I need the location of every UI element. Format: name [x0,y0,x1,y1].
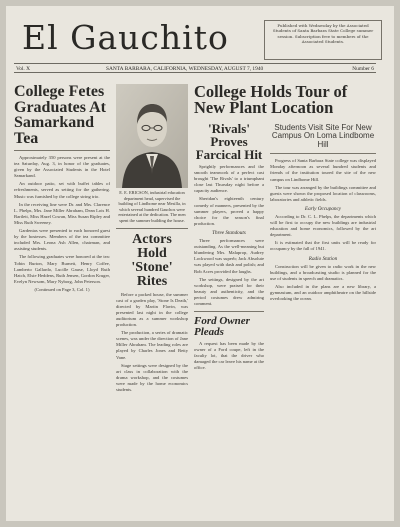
divider [14,150,110,151]
divider [194,311,264,312]
newspaper-title: El Gauchito [22,18,229,57]
article-paragraph: Also included in the plans are a new library, a gymnasium, and an outdoor amphitheatre on the hillside overlooking the ocean. [270,283,376,302]
article-paragraph: Construction will be given to radio work in the new buildings, and a broadcasting studio is planned for the use of students in speech and dramatics. [270,263,376,281]
continued-note: (Continued on Page 3, Col. 1) [34,286,90,292]
article-paragraph: Gardenias were presented to each honored guest by the hostesses. Members of the tea committee included Mrs. Leona Ash Allen, chairman, and assisting students. [14,228,110,252]
portrait-photo-graphic [116,84,188,188]
dateline: SANTA BARBARA, CALIFORNIA, WEDNESDAY, AUGUST 7, 1940 [106,66,264,72]
article-paragraph: Three performances were outstanding. As the well-meaning but blundering Mrs. Malaprop, Audrey Lockwood was superb; Jack Absolute was played with dash and polish; and Bob Acres provided the laughs. [194,238,264,274]
masthead [20,16,382,66]
section-heading: Three Standouts [212,229,246,236]
article-paragraph: Before a packed house, the summer cast of a garden play, 'Stone Is Death,' directed by Martin Flavin, was presented last night in the college auditorium as a summer workshop production. [116,291,188,328]
article-paragraph: The tour was arranged by the buildings committee and guests were shown the proposed location of classrooms, laboratories and athletic fields. [270,184,376,202]
article-paragraph: It is estimated that the first units will be ready for occupancy by the fall of 1941. [270,240,376,252]
photo-caption: E. E. ERICSON, industrial education department head, supervised the building of Lindbome near Mesilla, in which several hundred Gauchos were entertained at the dedication. The men spent the summer building the house. [118,190,186,223]
article-paragraph: According to Dr. C. L. Phelps, the departments which will be first to occupy the new buildings are industrial education and home economics, followed by the art department. [270,213,376,238]
article-paragraph: Sheridan's eighteenth century comedy of manners, presented by the summer players, proved a happy choice for the season's final production. [194,196,264,226]
column-photo-actors [116,84,188,506]
article-paragraph: Stage settings were designed by the art class in collaboration with the drama workshop, and the costumes were made by the home economics students. [116,362,188,392]
headline-actors: Actors Hold 'Stone' Rites [131,231,173,289]
column-rivals [194,122,264,506]
headline-ford-owner: Ford Owner Pleads [194,315,250,339]
portrait-photo [116,84,188,188]
article-paragraph: An outdoor patio, set with buffet tables of refreshments, served as setting for the gathering. Music was furnished by the college string trio. [14,181,110,199]
article-paragraph: The settings, designed by the art workshop, were praised for their beauty and authenticity, and the period costumes drew admiring comment. [194,276,264,306]
date-bar [14,63,376,73]
banner-headline-block [194,84,376,119]
issue-number: Number 6 [352,66,374,72]
volume-label: Vol. X [16,66,30,72]
column-graduates [14,84,110,506]
subheadline-students-visit: Students Visit Site For New Campus On Loma Lindbome Hill [271,123,375,149]
article-paragraph: Progress of Santa Barbara State college was displayed Monday afternoon as several hundred students and friends of the institution toured the site of the new campus on Lindbome Hill. [270,158,376,182]
headline-graduates-tea: College Fetes Graduates At Samarkand Tea [14,84,106,147]
article-paragraph: The following graduates were honored at the tea: Tobin Burton, Mary Burnett, Henry Coffee, Lamberto Gallardo, Lucille Gause, Lloyd Ruth Hatch, Elsie Heddens, Ruth Jensen, Gordon Kruger, Evelyn Newsom, Mary Nyborg, John Peterson. [14,254,110,284]
article-paragraph: In the receiving line were Dr. and Mrs. Clarence L. Phelps, Mrs. Jane Miller Abraham, Dean Lois H. Bartlett, Miss Hazel Cowan, Miss Susan Ripley and Miss Ruth Sweeney. [14,201,110,225]
publisher-box: Published with Wednesday by the Associated Students of Santa Barbara State College summer session. Subscription free to members of the Associated Students. [264,20,382,60]
article-paragraph: Sprightly performances and the smooth teamwork of a perfect cast brought 'The Rivals' to a triumphant close last Thursday night before a capacity audience. [194,164,264,194]
article-paragraph: A request has been made by the owner of a Ford coupe, left in the faculty lot, that the driver who damaged the car leave his name at the office. [194,341,264,371]
article-paragraph: Approximately 350 persons were present at the tea Saturday, Aug. 3, in honor of the graduates, given by the Associated Students in the Hotel Samarkand. [14,155,110,179]
section-heading: Radio Station [308,255,338,262]
divider [270,153,376,154]
article-paragraph: The production, a series of dramatic scenes, was under the direction of Jane Miller Abraham. The leading roles are played by Charles Jones and Betty Vane. [116,330,188,360]
column-campus-tour [270,122,376,506]
headline-rivals: 'Rivals' Proves Farcical Hit [195,122,263,162]
section-heading: Early Occupancy [304,205,342,212]
headline-campus-tour: College Holds Tour of New Plant Location [194,82,348,117]
divider [116,228,188,229]
